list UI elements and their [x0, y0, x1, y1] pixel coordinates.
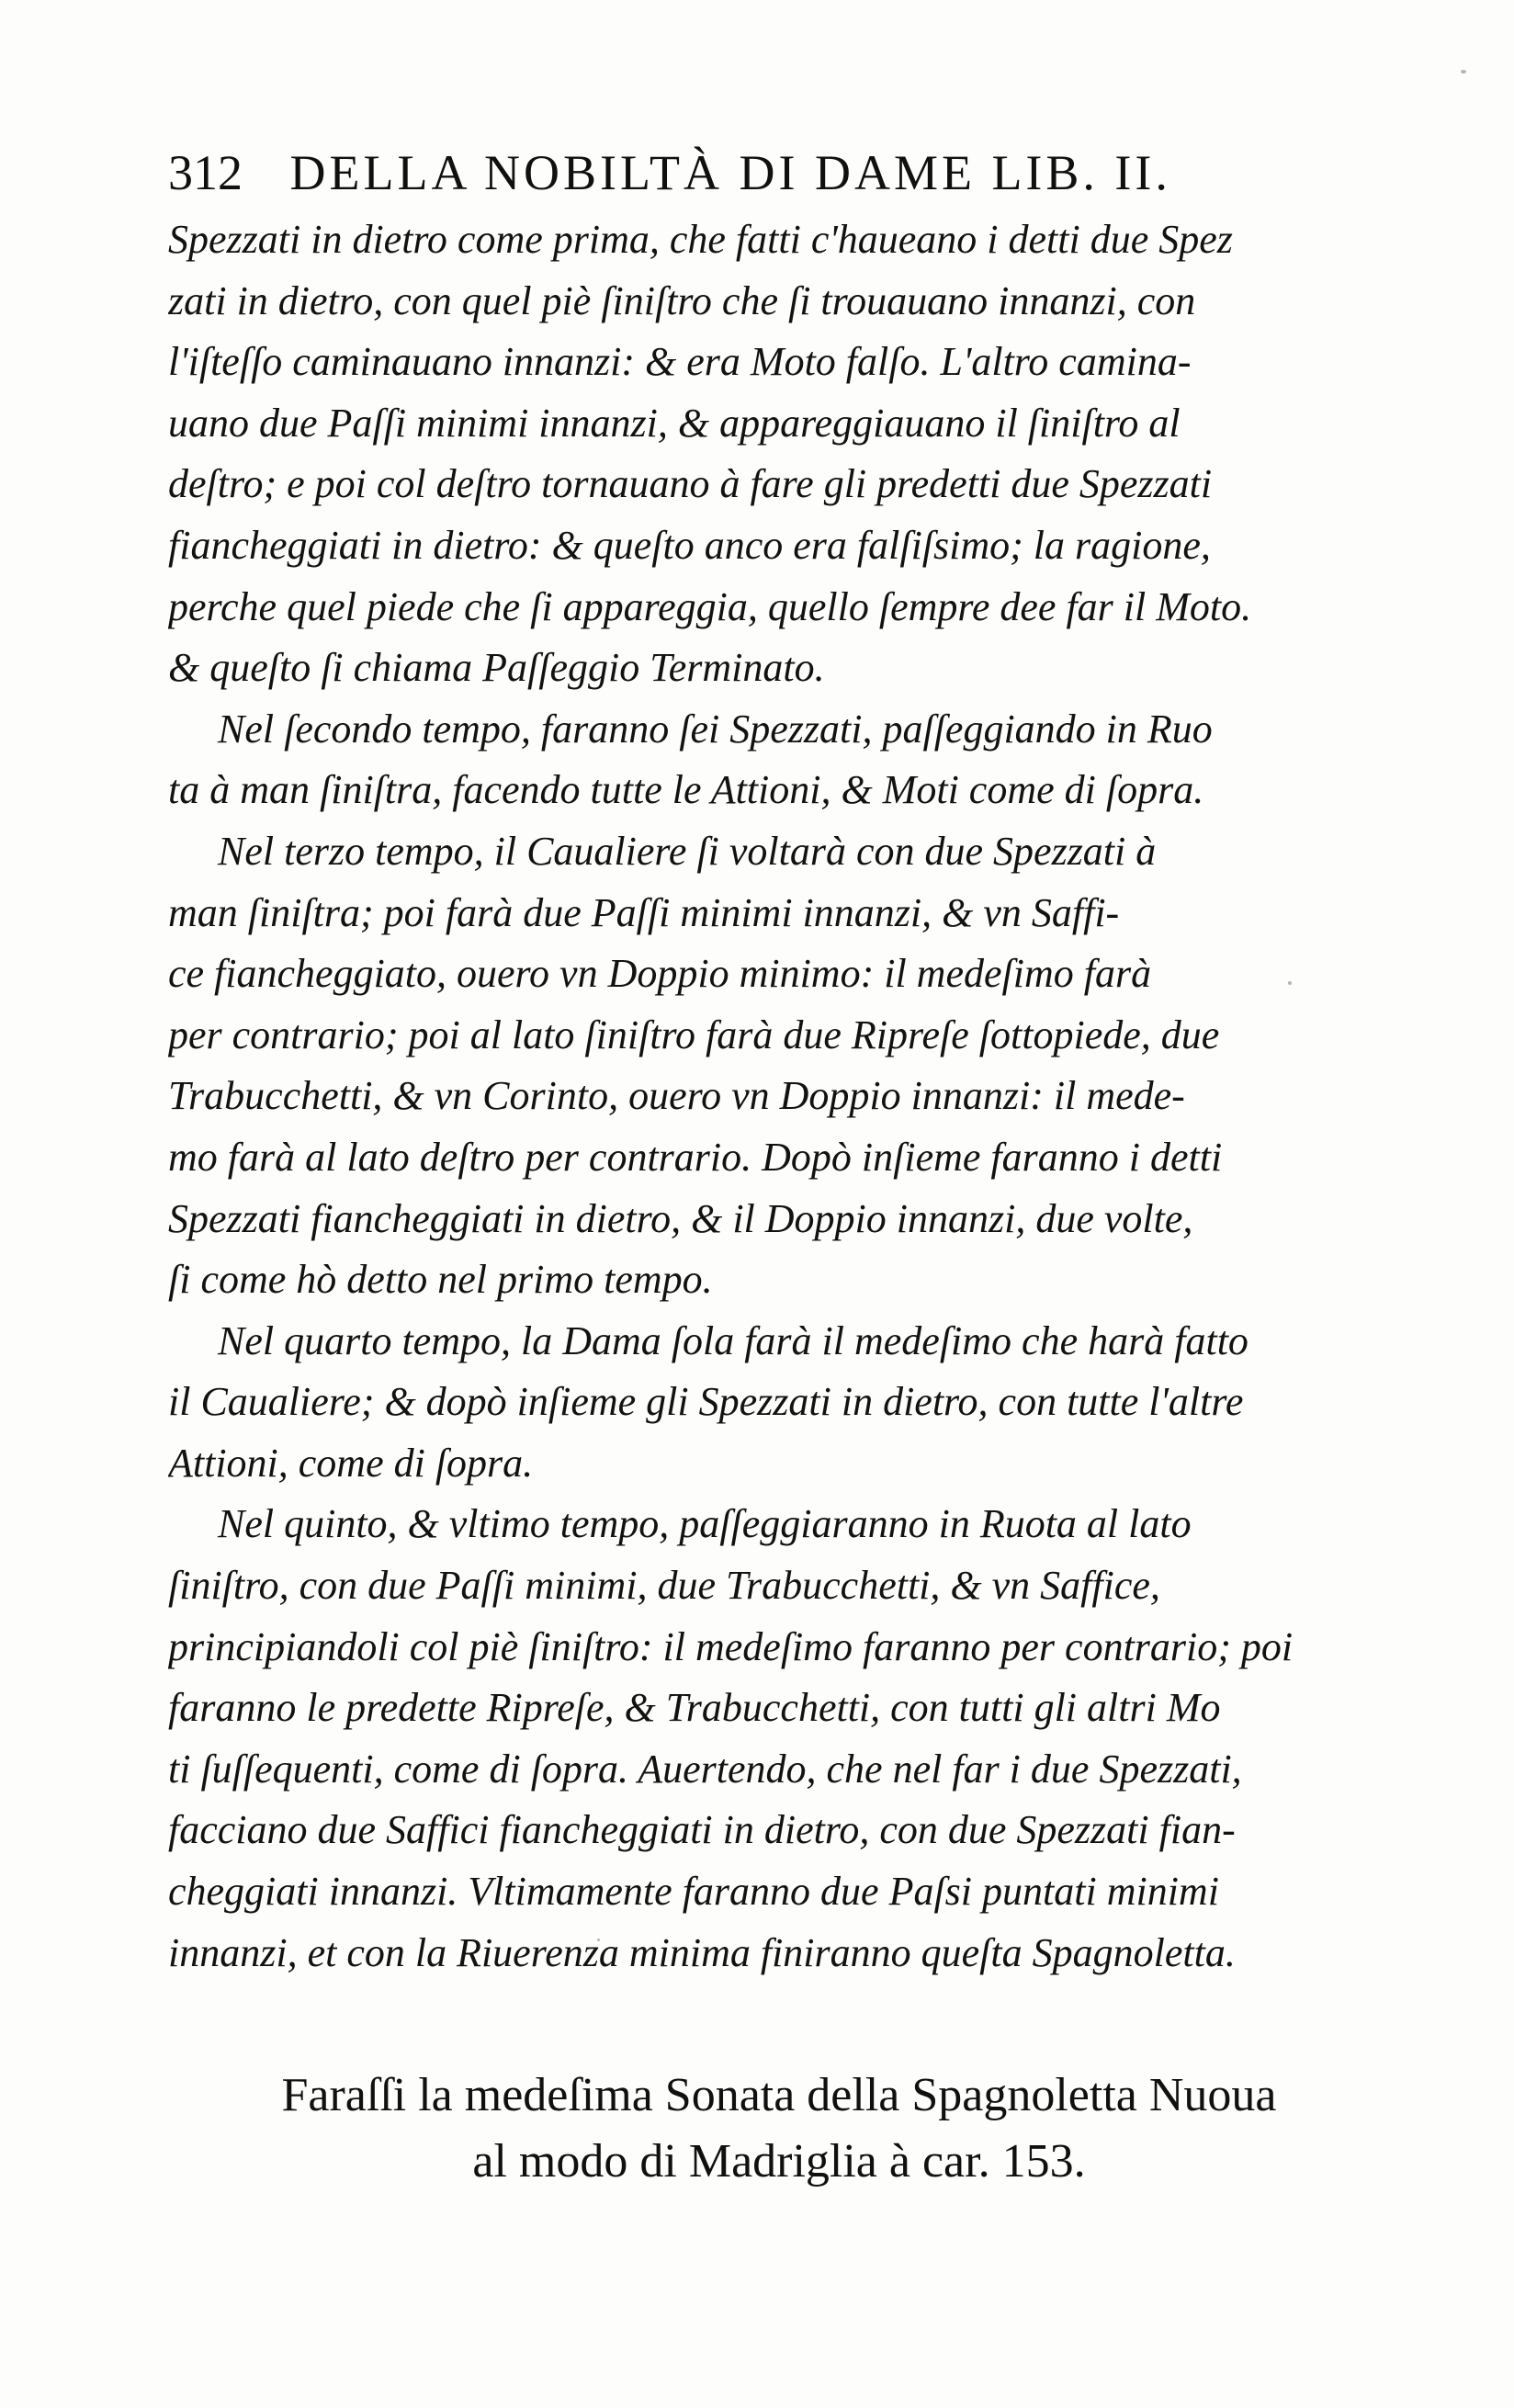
print-speck [1461, 70, 1466, 73]
text-line: zati in dietro, con quel piè ſiniſtro che ſi trouauano innanzi, con [168, 277, 1196, 323]
print-speck [597, 1939, 600, 1941]
text-line: uano due Paſſi minimi innanzi, & appareggiauano il ſiniſtro al [168, 400, 1181, 446]
text-line: deſtro; e poi col deſtro tornauano à fare gli predetti due Spezzati [168, 461, 1213, 507]
page-number: 312 [168, 145, 243, 200]
paragraph-start-line: Nel ſecondo tempo, faranno ſei Spezzati, paſſeggiando in Ruo [218, 706, 1213, 752]
text-line: l'iſteſſo caminauano innanzi: & era Moto falſo. L'altro camina- [168, 339, 1192, 385]
note-line-1: Faraſſi la medeſima Sonata della Spagnoletta Nuoua [281, 2069, 1277, 2121]
text-line: faranno le predette Ripreſe, & Trabucchetti, con tutti gli altri Mo [168, 1685, 1221, 1731]
main-text [168, 209, 1390, 1984]
note-line-2: al modo di Madriglia à car. 153. [472, 2135, 1086, 2188]
text-line: ti ſuſſequenti, come di ſopra. Auertendo, che nel far i due Spezzati, [168, 1746, 1242, 1792]
text-line: Spezzati in dietro come prima, che fatti c'haueano i detti due Spez [168, 217, 1233, 262]
text-line: cheggiati innanzi. Vltimamente faranno due Paſsi puntati minimi [168, 1869, 1219, 1915]
text-line: Spezzati fiancheggiati in dietro, & il Doppio innanzi, due volte, [168, 1195, 1193, 1241]
text-line: ſiniſtro, con due Paſſi minimi, due Trabucchetti, & vn Saffice, [168, 1563, 1160, 1609]
text-line: innanzi, et con la Riuerenza minima finiranno queſta Spagnoletta. [168, 1929, 1236, 1975]
text-line: fiancheggiati in dietro: & queſto anco era falſiſsimo; la ragione, [168, 522, 1211, 568]
text-line: principiandoli col piè ſiniſtro: il medeſimo faranno per contrario; poi [168, 1623, 1294, 1669]
text-line: Trabucchetti, & vn Corinto, ouero vn Doppio innanzi: il mede- [168, 1073, 1185, 1119]
text-line: facciano due Saffici fiancheggiati in dietro, con due Spezzati fian- [168, 1807, 1236, 1853]
text-line: Attioni, come di ſopra. [168, 1440, 534, 1486]
text-line: & queſto ſi chiama Paſſeggio Terminato. [168, 645, 825, 691]
text-line: mo farà al lato deſtro per contrario. Dopò inſieme faranno i detti [168, 1134, 1223, 1180]
paragraph-start-line: Nel quinto, & vltimo tempo, paſſeggiaranno in Ruota al lato [218, 1501, 1192, 1547]
running-head: DELLA NOBILTÀ DI DAME LIB. II. [289, 145, 1171, 200]
text-line: ce fiancheggiato, ouero vn Doppio minimo: il medeſimo farà [168, 951, 1152, 997]
text-line: ſi come hò detto nel primo tempo. [168, 1257, 713, 1303]
text-line: il Caualiere; & dopò inſieme gli Spezzati in dietro, con tutte l'altre [168, 1379, 1244, 1425]
text-line: per contrario; poi al lato ſiniſtro farà due Ripreſe ſottopiede, due [168, 1012, 1220, 1057]
text-line: ta à man ſiniſtra, facendo tutte le Attioni, & Moti come di ſopra. [168, 767, 1204, 813]
print-speck [1288, 981, 1292, 985]
paragraph-start-line: Nel terzo tempo, il Caualiere ſi voltarà con due Spezzati à [218, 828, 1157, 874]
text-line: perche quel piede che ſi appareggia, quello ſempre dee far il Moto. [168, 583, 1252, 629]
paragraph-start-line: Nel quarto tempo, la Dama ſola farà il medeſimo che harà fatto [218, 1317, 1248, 1363]
text-line: man ſiniſtra; poi farà due Paſſi minimi innanzi, & vn Saffi- [168, 889, 1120, 935]
music-reference-note [168, 2063, 1390, 2195]
page-header [168, 136, 1390, 209]
